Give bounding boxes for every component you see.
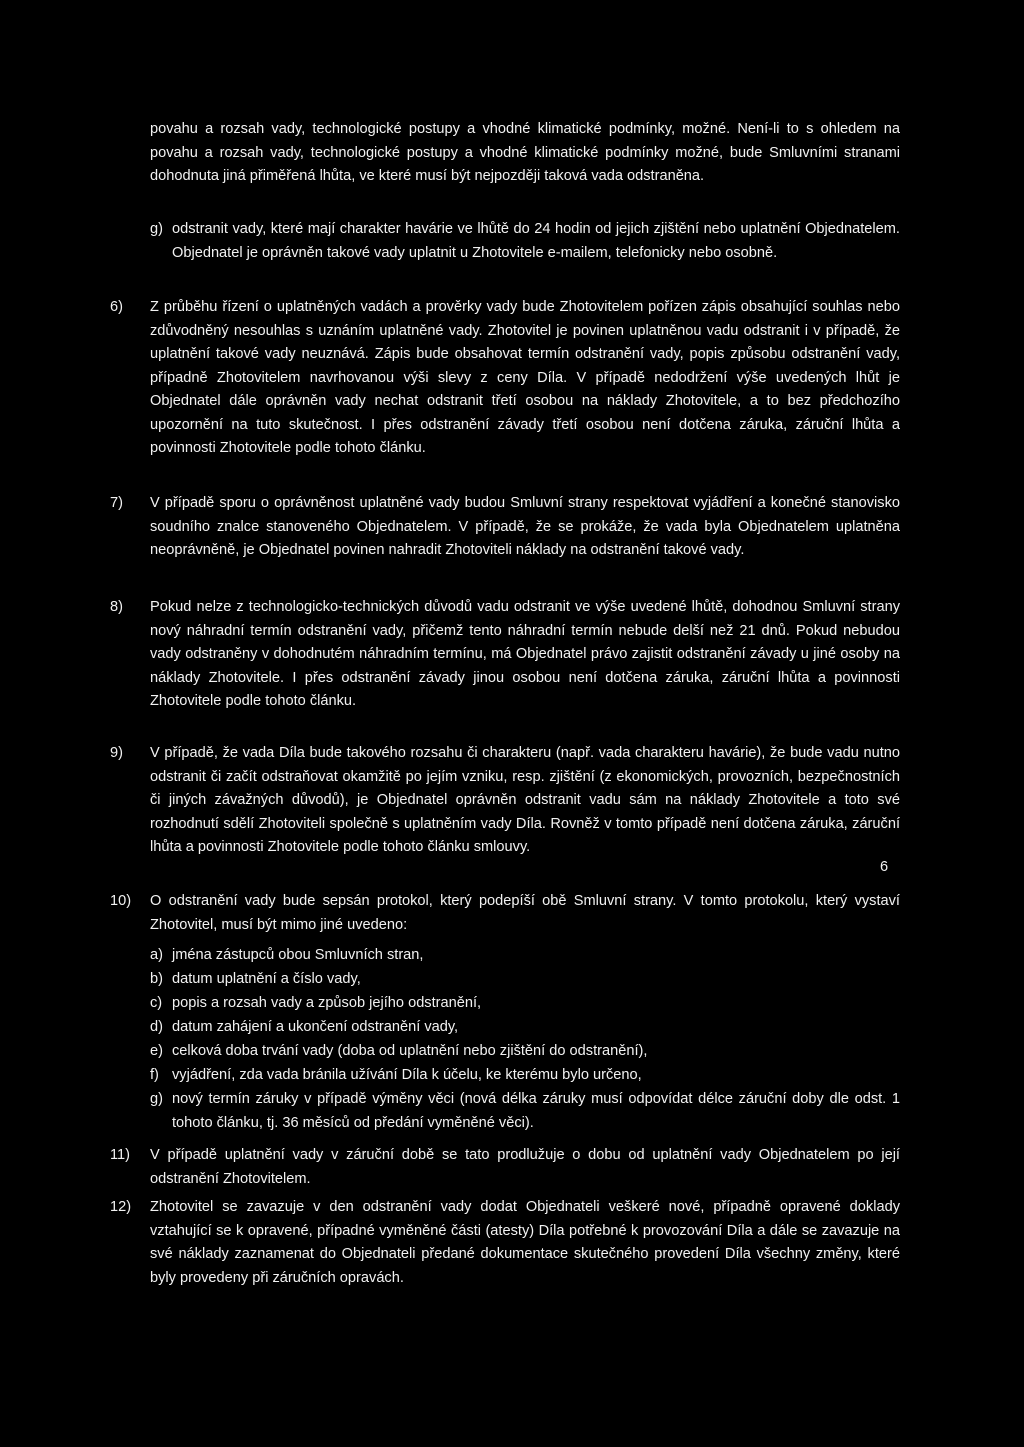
list-text: datum zahájení a ukončení odstranění vady, [172, 1019, 459, 1035]
clause-text: V případě uplatnění vady v záruční době se tato prodlužuje o dobu od uplatnění vady Objednatelem po její odstranění Zhotovitelem. [150, 1147, 900, 1187]
list-letter: a) [150, 947, 163, 963]
list-letter: g) [150, 1091, 163, 1107]
list-text: celková doba trvání vady (doba od uplatnění nebo zjištění do odstranění), [172, 1043, 648, 1059]
clause-text: Pokud nelze z technologicko-technických důvodů vadu odstranit ve výše uvedené lhůtě, dohodnou Smluvní strany nový náhradní termín odstranění vady, přičemž tento náhradní termín nebude delší než 21 dnů. Pokud nebudou vady odstraněny v dohodnutém náhradním termínu, má Objednatel právo zajistit odstranění závady u jiné osoby na náklady Zhotovitele. I přes odstranění závady jinou osobou není dotčena záruka, záruční lhůta a povinnosti Zhotovitele podle tohoto článku. [150, 599, 900, 709]
list-letter: b) [150, 971, 163, 987]
list-text: jména zástupců obou Smluvních stran, [172, 947, 424, 963]
clause-number: 6) [110, 299, 123, 315]
list-text: nový termín záruky v případě výměny věci (nová délka záruky musí odpovídat délce záruční doby dle odst. 1 tohoto článku, tj. 36 měsíců od předání vyměněné věci). [172, 1091, 900, 1131]
clause-number: 10) [110, 893, 132, 909]
clause-number: 9) [110, 745, 123, 761]
clause-text: O odstranění vady bude sepsán protokol, který podepíší obě Smluvní strany. V tomto protokolu, který vystaví Zhotovitel, musí být mimo jiné uvedeno: [150, 893, 900, 933]
list-text: datum uplatnění a číslo vady, [172, 971, 361, 987]
clause-number: 7) [110, 495, 123, 511]
clause-number: 8) [110, 599, 123, 615]
clause-text: V případě sporu o oprávněnost uplatněné vady budou Smluvní strany respektovat vyjádření a konečné stanovisko soudního znalce stanoveného Objednatelem. V případě, že se prokáže, že vada byla Objednatelem uplatněna neoprávněně, je Objednatel povinen nahradit Zhotoviteli náklady na odstranění takové vady. [150, 495, 900, 558]
clause-text: Zhotovitel se zavazuje v den odstranění vady dodat Objednateli veškeré nové, případně opravené doklady vztahující se k opravené, případné vyměněné části (atesty) Díla potřebné k provozování Díla a dále se zavazuje na své náklady zaznamenat do Objednateli předané dokumentace skutečného provedení Díla všechny změny, které byly provedeny při záručních opravách. [150, 1199, 900, 1286]
list-letter: e) [150, 1043, 163, 1059]
list-text: vyjádření, zda vada bránila užívání Díla k účelu, ke kterému bylo určeno, [172, 1067, 642, 1083]
list-letter: c) [150, 995, 163, 1011]
sub-item-letter: g) [150, 221, 163, 237]
intro-paragraph [150, 118, 900, 189]
sub-item-text: odstranit vady, které mají charakter havárie ve lhůtě do 24 hodin od jejich zjištění nebo uplatnění Objednatelem. Objednatel je oprávněn takové vady uplatnit u Zhotovitele e-mailem, telefonicky nebo osobně. [172, 221, 900, 261]
clause-number: 12) [110, 1199, 132, 1215]
list-text: popis a rozsah vady a způsob jejího odstranění, [172, 995, 482, 1011]
clause-text: V případě, že vada Díla bude takového rozsahu či charakteru (např. vada charakteru havárie), že bude vadu nutno odstranit či začít odstraňovat okamžitě po jejím vzniku, resp. zjištění (z ekonomických, provozních, bezpečnostních či jiných závažných důvodů), je Objednatel oprávněn odstranit vadu sám na náklady Zhotovitele a toto své rozhodnutí sdělí Zhotoviteli společně s uplatněním vady Díla. Rovněž v tomto případě není dotčena záruka, záruční lhůta a povinnosti Zhotovitele podle tohoto článku smlouvy. [150, 745, 900, 855]
clause-number: 11) [110, 1147, 131, 1163]
clause-text: Z průběhu řízení o uplatněných vadách a prověrky vady bude Zhotovitelem pořízen zápis obsahující souhlas nebo zdůvodněný nesouhlas s uznáním uplatněné vady. Zhotovitel je povinen uplatněnou vadu odstranit i v případě, že uplatnění takové vady neuznává. Zápis bude obsahovat termín odstranění vady, popis způsobu odstranění vady, případně Zhotovitelem navrhovanou výši slevy z ceny Díla. V případě nedodržení výše uvedených lhůt je Objednatel dále oprávněn vady nechat odstranit třetí osobou na náklady Zhotovitele, a to bez předchozího upozornění na tuto skutečnost. I přes odstranění závady třetí osobou není dotčena záruka, záruční lhůta a povinnosti Zhotovitele podle tohoto článku. [150, 299, 900, 456]
intro-text: povahu a rozsah vady, technologické postupy a vhodné klimatické podmínky, možné. Není-li to s ohledem na povahu a rozsah vady, technologické postupy a vhodné klimatické podmínky možné, bude Smluvními stranami dohodnuta jiná přiměřená lhůta, ve které musí být nejpozději taková vada odstraněna. [150, 121, 900, 184]
list-letter: f) [150, 1067, 159, 1083]
page-number: 6 [880, 859, 889, 875]
list-letter: d) [150, 1019, 163, 1035]
